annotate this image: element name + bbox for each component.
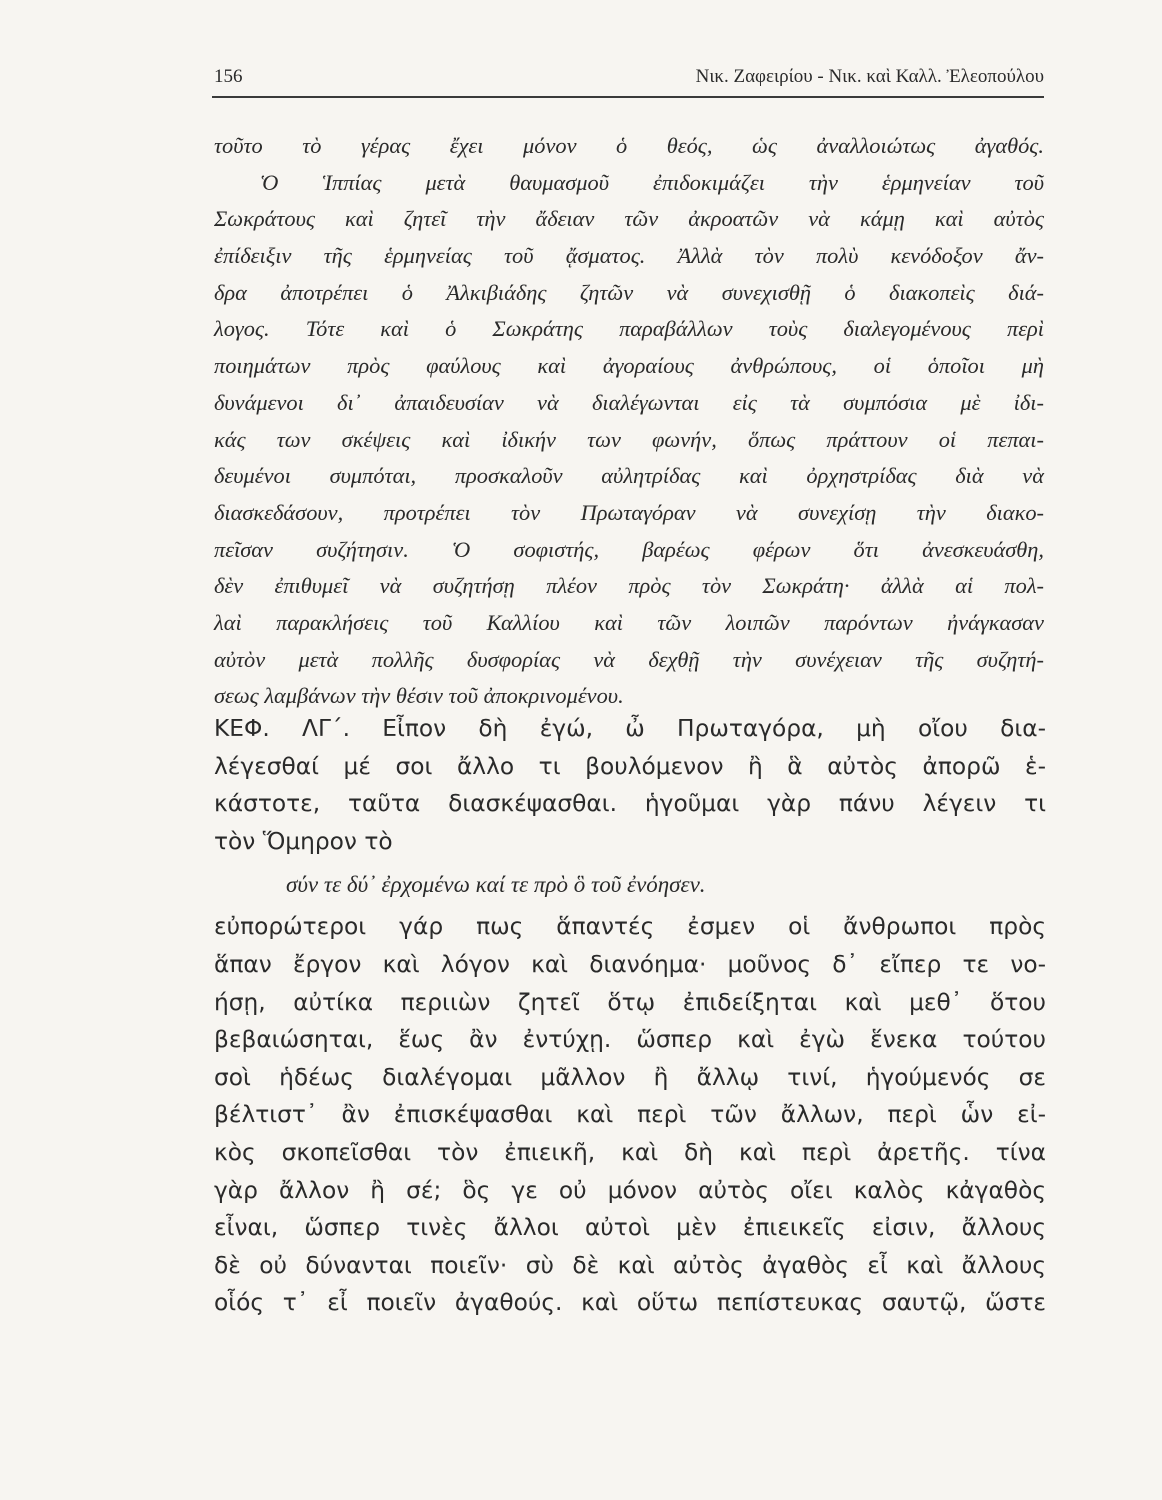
page-number: 156 [214,66,243,87]
greek-line: τὸν Ὅμηρον τὸ [214,827,393,855]
commentary-line: ποιημάτων πρὸς φαύλους καὶ ἀγοραίους ἀνθρώπους, οἱ ὁποῖοι μὴ [214,353,1044,379]
greek-line: ἅπαν ἔργον καὶ λόγον καὶ διανόημα· μοῦνος δ᾿ εἴπερ τε νο- [214,950,1046,978]
running-title: Νικ. Ζαφειρίου - Νικ. καὶ Καλλ. Ἐλεοπούλου [695,66,1044,87]
commentary-line: σεως λαμβάνων τὴν θέσιν τοῦ ἀποκρινομένου. [214,683,624,709]
commentary-line: λογος. Τότε καὶ ὁ Σωκράτης παραβάλλων τοὺς διαλεγομένους περὶ [214,316,1044,342]
greek-line: κὸς σκοπεῖσθαι τὸν ἐπιεικῆ, καὶ δὴ καὶ περὶ ἀρετῆς. τίνα [214,1138,1046,1166]
homer-verse-quote: σύν τε δύ᾿ ἐρχομένω καί τε πρὸ ὃ τοῦ ἐνόησεν. [286,872,706,898]
commentary-line: τοῦτο τὸ γέρας ἔχει μόνον ὁ θεός, ὡς ἀναλλοιώτως ἀγαθός. [214,133,1044,158]
commentary-line: δρα ἀποτρέπει ὁ Ἀλκιβιάδης ζητῶν νὰ συνεχισθῇ ὁ διακοπεὶς διά- [214,279,1044,305]
greek-line: δὲ οὐ δύνανται ποιεῖν· σὺ δὲ καὶ αὐτὸς ἀγαθὸς εἶ καὶ ἄλλους [214,1251,1046,1279]
commentary-line: Σωκράτους καὶ ζητεῖ τὴν ἄδειαν τῶν ἀκροατῶν νὰ κάμῃ καὶ αὐτὸς [214,206,1044,232]
commentary-line: πεῖσαν συζήτησιν. Ὁ σοφιστής, βαρέως φέρων ὅτι ἀνεσκευάσθη, [214,536,1044,562]
commentary-line: Ὁ Ἱππίας μετὰ θαυμασμοῦ ἐπιδοκιμάζει τὴν ἑρμηνείαν τοῦ [260,169,1044,195]
commentary-line: δὲν ἐπιθυμεῖ νὰ συζητήσῃ πλέον πρὸς τὸν Σωκράτη· ἀλλὰ αἱ πολ- [214,573,1044,599]
chapter-heading-line: ΚΕΦ. ΛΓ΄. Εἶπον δὴ ἐγώ, ὦ Πρωταγόρα, μὴ οἴου δια- [214,715,1046,742]
greek-line: εὐπορώτεροι γάρ πως ἅπαντές ἐσμεν οἱ ἄνθρωποι πρὸς [214,913,1046,941]
greek-text-passage [214,710,1046,1322]
commentary-line: ἐπίδειξιν τῆς ἑρμηνείας τοῦ ᾄσματος. Ἀλλὰ τὸν πολὺ κενόδοξον ἄν- [214,243,1044,269]
greek-line: λέγεσθαί μέ σοι ἄλλο τι βουλόμενον ἢ ἃ αὐτὸς ἀπορῶ ἑ- [214,752,1046,780]
greek-line: βέλτιστ᾿ ἂν ἐπισκέψασθαι καὶ περὶ τῶν ἄλλων, περὶ ὧν εἰ- [214,1101,1046,1129]
commentary-line: δευμένοι συμπόται, προσκαλοῦν αὐλητρίδας καὶ ὀρχηστρίδας διὰ νὰ [214,463,1044,489]
greek-line: σοὶ ἡδέως διαλέγομαι μᾶλλον ἢ ἄλλῳ τινί, ἡγούμενός σε [214,1063,1046,1091]
greek-line: εἶναι, ὥσπερ τινὲς ἄλλοι αὐτοὶ μὲν ἐπιεικεῖς εἰσιν, ἄλλους [214,1214,1046,1242]
commentary-paragraph [214,128,1044,715]
commentary-line: αὐτὸν μετὰ πολλῆς δυσφορίας νὰ δεχθῇ τὴν συνέχειαν τῆς συζητή- [214,646,1044,672]
greek-line: ήσῃ, αὐτίκα περιιὼν ζητεῖ ὅτῳ ἐπιδείξηται καὶ μεθ᾿ ὅτου [214,988,1046,1016]
commentary-line: δυνάμενοι δι᾿ ἀπαιδευσίαν νὰ διαλέγωνται εἰς τὰ συμπόσια μὲ ἰδι- [214,389,1044,415]
greek-line: βεβαιώσηται, ἕως ἂν ἐντύχῃ. ὥσπερ καὶ ἐγὼ ἕνεκα τούτου [214,1026,1046,1054]
greek-line: οἷός τ᾿ εἶ ποιεῖν ἀγαθούς. καὶ οὕτω πεπίστευκας σαυτῷ, ὥστε [214,1289,1046,1317]
greek-line: γὰρ ἄλλον ἢ σέ; ὃς γε οὐ μόνον αὐτὸς οἴει καλὸς κἀγαθὸς [214,1176,1046,1204]
commentary-line: διασκεδάσουν, προτρέπει τὸν Πρωταγόραν νὰ συνεχίσῃ τὴν διακο- [214,499,1044,525]
page-header [212,62,1044,98]
commentary-line: κάς των σκέψεις καὶ ἰδικήν των φωνήν, ὅπως πράττουν οἱ πεπαι- [214,426,1044,452]
commentary-line: λαὶ παρακλήσεις τοῦ Καλλίου καὶ τῶν λοιπῶν παρόντων ἠνάγκασαν [214,609,1044,635]
greek-line: κάστοτε, ταῦτα διασκέψασθαι. ἡγοῦμαι γὰρ πάνυ λέγειν τι [214,790,1046,818]
